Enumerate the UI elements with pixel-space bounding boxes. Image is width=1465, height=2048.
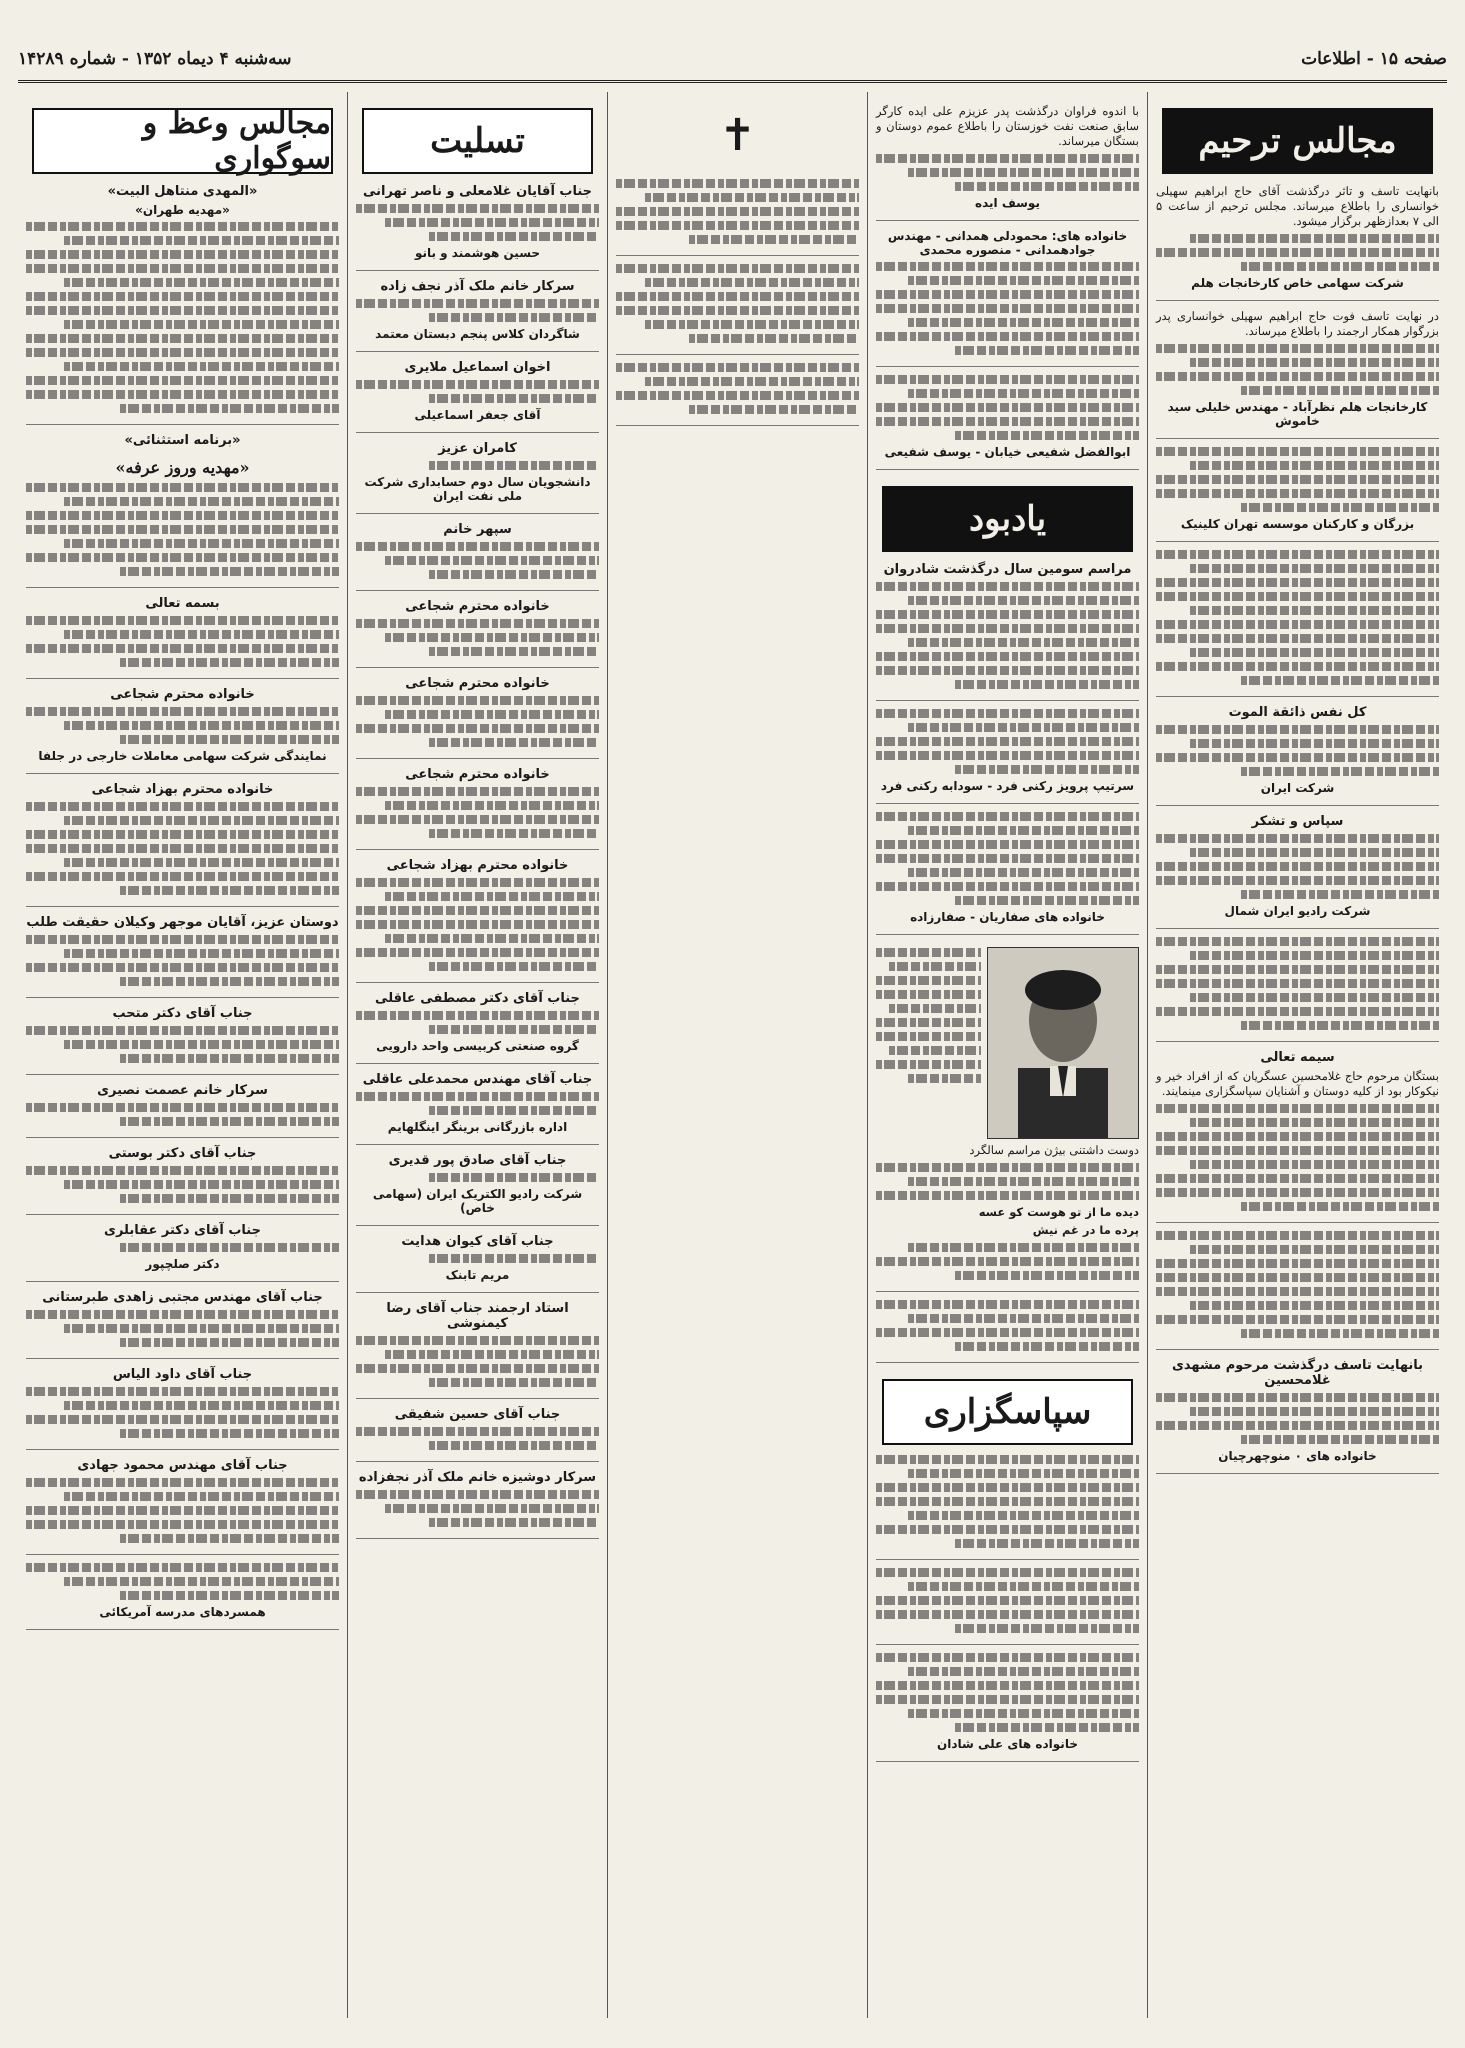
notice-heading: سپهر خانم <box>443 522 512 537</box>
notice <box>26 184 339 425</box>
notice <box>876 1568 1139 1645</box>
column-3 <box>607 92 867 2018</box>
notice <box>26 1367 339 1450</box>
notice-signature: کارخانجات هلم نظرآباد - مهندس خلیلی سید خاموش <box>1167 400 1428 428</box>
notice <box>356 1470 599 1539</box>
section-title-tarhim: مجالس ترحیم <box>1162 108 1433 174</box>
notice-heading: جناب آقایان غلامعلی و ناصر تهرانی <box>362 184 593 199</box>
notice-heading: سرکار خانم ملک آذر نجف زاده <box>380 279 575 294</box>
notice-signature: اداره بازرگانی برینگر اینگلهایم <box>387 1120 568 1134</box>
notice <box>1156 937 1439 1042</box>
column-5 <box>18 92 347 2018</box>
cross-icon: ✝ <box>719 110 756 161</box>
notice-text: بانهایت تاسف و تاثر درگذشت آقای حاج ابراهیم سهیلی خوانساری را باطلاع میرساند. مجلس ترحیم از ساعت ۵ الی ۷ بعدازظهر برگزار میشود. <box>1156 184 1439 228</box>
photo-caption: دوست داشتنی بیژن مراسم سالگرد <box>969 1143 1139 1157</box>
column-4 <box>347 92 607 2018</box>
notice-subheading: «مهدیه طهران» <box>135 203 230 217</box>
notice-heading: جناب آقای مهندس محمود جهادی <box>77 1458 288 1473</box>
notice-signature: یوسف ایده <box>975 196 1040 210</box>
notice <box>876 943 1139 1292</box>
notice-heading: جناب آقای دکتر عقابلری <box>104 1223 261 1238</box>
notice <box>356 360 599 433</box>
column-2 <box>867 92 1147 2018</box>
notice-signature: نمایندگی شرکت سهامی معاملات خارجی در جلفا <box>38 749 327 763</box>
date-issue: سه‌شنبه ۴ دیماه ۱۳۵۲ - شماره ۱۴۲۸۹ <box>18 49 292 69</box>
notice-heading: جناب آقای صادق پور قدیری <box>388 1153 567 1168</box>
notice <box>356 522 599 591</box>
notice-families: خانواده های: محمودلی همدانی - مهندس جوادهمدانی - منصوره محمدی <box>887 229 1128 257</box>
notice-signature: سرتیپ پرویز رکنی فرد - سودابه رکنی فرد <box>880 779 1135 793</box>
notice <box>616 179 859 256</box>
notice <box>876 1653 1139 1762</box>
notice <box>26 687 339 774</box>
notice <box>356 991 599 1064</box>
notice-signature: گروه صنعتی کربیسی واحد دارویی <box>376 1039 579 1053</box>
notice-heading: کل نفس ذائقة الموت <box>1228 705 1367 720</box>
section-title-yadbud: یادبود <box>882 486 1133 552</box>
notice-heading: بانهایت تاسف درگذشت مرحوم مشهدی غلامحسین <box>1171 1358 1424 1388</box>
notice-heading: جناب آقای دکتر بوستی <box>108 1146 257 1161</box>
notice-heading: جناب آقای کیوان هدایت <box>401 1234 554 1249</box>
notice-heading: خانواده محترم شجاعی <box>405 599 550 614</box>
notice-heading: «المهدی منتاهل البیت» <box>107 184 258 199</box>
notice <box>876 375 1139 470</box>
poem-line: دیده ما از تو هوست کو عسه <box>978 1205 1139 1219</box>
notice <box>876 1455 1139 1560</box>
column-1 <box>1147 92 1447 2018</box>
notice-heading: جناب آقای دکتر متحب <box>112 1006 253 1021</box>
notice <box>356 1234 599 1293</box>
notice-signature: آقای جعفر اسماعیلی <box>414 408 541 422</box>
notice <box>616 264 859 355</box>
notice-heading: بسمه تعالی <box>145 596 220 611</box>
notice-signature: حسین هوشمند و بانو <box>414 246 541 260</box>
notice <box>356 1301 599 1399</box>
notice-heading: خانواده محترم بهزاد شجاعی <box>91 782 274 797</box>
notice <box>26 915 339 998</box>
notice <box>356 279 599 352</box>
notice-signature: همسردهای مدرسه آمریکائی <box>99 1605 266 1619</box>
notice <box>26 433 339 588</box>
notice-heading: خانواده محترم شجاعی <box>405 676 550 691</box>
notice-heading: مراسم سومین سال درگذشت شادروان <box>883 562 1132 577</box>
notice-heading: کامران عزیز <box>438 441 517 456</box>
notice-signature: خانواده های صفاریان - صفارزاده <box>910 910 1105 924</box>
notice-signature: دکتر صلچپور <box>145 1257 220 1271</box>
notice <box>356 1153 599 1226</box>
notice <box>356 441 599 514</box>
notice-heading: سرکار دوشیزه خانم ملک آذر نجفزاده <box>358 1470 597 1485</box>
notice-signature: مریم تابنک <box>445 1268 510 1282</box>
notice <box>1156 184 1439 301</box>
notice-subheading: «مهدیه وروز عرفه» <box>115 458 250 477</box>
notice <box>356 767 599 850</box>
masthead <box>18 38 1447 83</box>
notice-heading: اخوان اسماعیل ملایری <box>404 360 551 375</box>
notice <box>356 599 599 668</box>
notice-text: در نهایت تاسف فوت حاج ابراهیم سهیلی خوانساری پدر بزرگوار همکار ارجمند را باطلاع میرساند. <box>1156 309 1439 338</box>
notice-heading: سرکار خانم عصمت نصیری <box>97 1083 268 1098</box>
notice-text: بستگان مرحوم حاج غلامحسین عسگریان که از افراد خیر و نیکوکار بود از کلیه دوستان و آشنایان سپاسگزاری مینمایند. <box>1156 1069 1439 1098</box>
notice-heading: جناب آقای مهندس محمدعلی عاقلی <box>362 1072 593 1087</box>
poem-line: پرده ما در غم نیش <box>1032 1223 1139 1237</box>
notice-signature: شرکت رادیو ایران شمال <box>1224 904 1371 918</box>
notice-heading: دوستان عزیز، آقایان موجهر وکیلان حقیقت طلب <box>26 915 339 930</box>
notice <box>876 1300 1139 1363</box>
columns <box>18 92 1447 2018</box>
notice <box>1156 550 1439 697</box>
notice-signature: دانشجویان سال دوم حسابداری شرکت ملی نفت ایران <box>364 475 591 503</box>
notice <box>1156 309 1439 439</box>
notice-signature: ابوالفضل شفیعی خیابان - یوسف شفیعی <box>884 445 1131 459</box>
notice-heading: خانواده محترم بهزاد شجاعی <box>386 858 569 873</box>
notice-heading: جناب آقای دکتر مصطفی عاقلی <box>375 991 580 1006</box>
notice <box>876 812 1139 935</box>
notice-heading: «برنامه استثنائی» <box>124 433 241 448</box>
notice <box>26 1563 339 1630</box>
notice-heading: جناب آقای داود الیاس <box>112 1367 253 1382</box>
notice-heading: خانواده محترم شجاعی <box>405 767 550 782</box>
notice-heading: سپاس و تشکر <box>1251 814 1344 829</box>
notice-heading: سیمه تعالی <box>1260 1050 1335 1065</box>
notice-heading: جناب آقای مهندس مجتبی زاهدی طبرستانی <box>42 1290 323 1305</box>
notice-signature: خانواده های ۰ منوچهرچیان <box>1218 1449 1377 1463</box>
notice <box>356 1072 599 1145</box>
notice <box>26 1458 339 1555</box>
portrait-photo <box>987 947 1139 1139</box>
notice <box>26 1083 339 1138</box>
notice <box>26 1006 339 1075</box>
page-info: صفحه ۱۵ - اطلاعات <box>1301 49 1447 69</box>
notice <box>876 709 1139 804</box>
notice-signature: شاگردان کلاس پنجم دبستان معتمد <box>375 327 580 341</box>
notice <box>1156 814 1439 929</box>
notice <box>26 1223 339 1282</box>
notice <box>876 229 1139 367</box>
notice-signature: شرکت سهامی خاص کارخانجات هلم <box>1191 276 1404 290</box>
notice <box>1156 1231 1439 1350</box>
notice-heading: جناب آقای حسین شفیقی <box>394 1407 561 1422</box>
notice <box>356 676 599 759</box>
notice-signature: خانواده های علی شادان <box>937 1737 1078 1751</box>
notice <box>1156 447 1439 542</box>
notice-text: با اندوه فراوان درگذشت پدر عزیزم علی ایده کارگر سابق صنعت نفت خوزستان را باطلاع عموم دوستان و بستگان میرساند. <box>876 104 1139 148</box>
notice-signature: شرکت رادیو الکتریک ایران (سهامی خاص) <box>372 1187 583 1215</box>
notice <box>1156 705 1439 806</box>
notice-heading: استاد ارجمند جناب آقای رضا کیمنوشی <box>386 1301 569 1331</box>
notice <box>356 1407 599 1462</box>
section-title-sepas: سپاسگزاری <box>882 1379 1133 1445</box>
notice <box>356 858 599 983</box>
notice <box>1156 1050 1439 1223</box>
notice-heading: خانواده محترم شجاعی <box>110 687 255 702</box>
notice <box>26 1290 339 1359</box>
notice <box>876 562 1139 701</box>
notice <box>26 782 339 907</box>
notice <box>1156 1358 1439 1474</box>
notice <box>876 104 1139 221</box>
notice <box>616 363 859 426</box>
notice <box>356 184 599 271</box>
section-title-vaz: مجالس وعظ و سوگواری <box>32 108 333 174</box>
notice-signature: بزرگان و کارکنان موسسه تهران کلینیک <box>1180 517 1415 531</box>
notice <box>26 596 339 679</box>
notice-signature: شرکت ایران <box>1260 781 1335 795</box>
section-title-tasliyat: تسلیت <box>362 108 593 174</box>
notice <box>26 1146 339 1215</box>
